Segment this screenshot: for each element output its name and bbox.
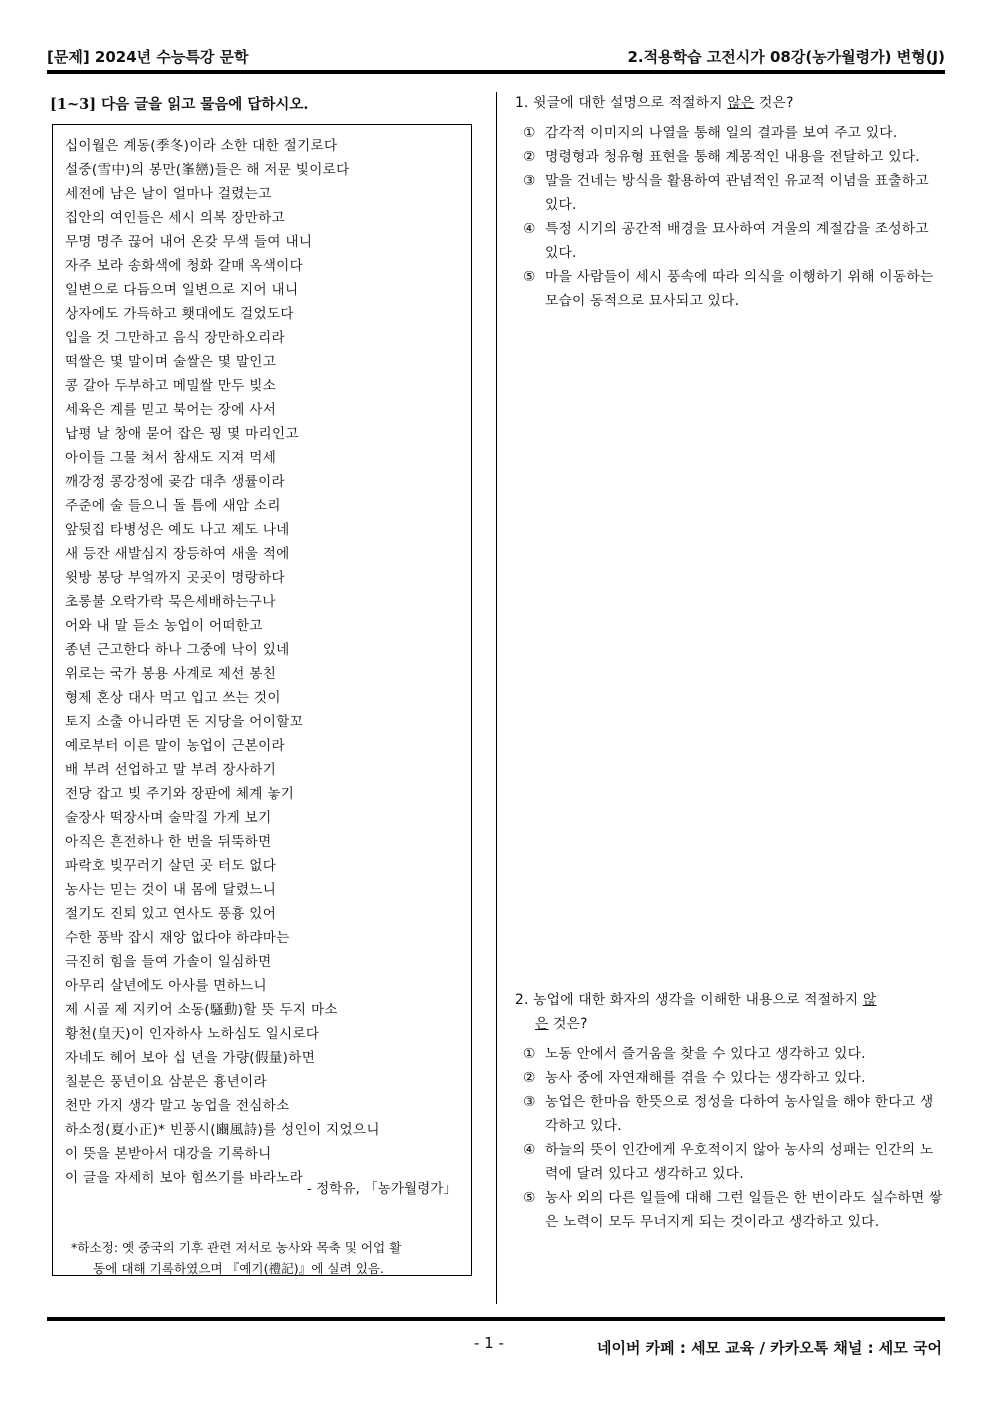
poem-line: 절기도 진퇴 있고 연사도 풍흉 있어 — [65, 906, 277, 922]
choice-text: 특정 시기의 공간적 배경을 묘사하여 겨울의 계절감을 조성하고 있다. — [545, 221, 929, 261]
poem-line: 수한 풍박 잡시 재앙 없다야 하랴마는 — [65, 930, 290, 946]
question-stem — [515, 988, 945, 1036]
choice-1[interactable] — [515, 121, 945, 145]
poem-line: 아직은 흔전하나 한 번을 뒤뚝하면 — [65, 834, 272, 850]
choice-text: 마을 사람들이 세시 풍속에 따라 의식을 이행하기 위해 이동하는 모습이 동적으로 묘사되고 있다. — [545, 269, 934, 309]
poem-line: 초롱불 오락가락 묵은세배하는구나 — [65, 594, 276, 610]
poem-line: 토지 소출 아니라면 돈 지당을 어이할꼬 — [65, 714, 304, 730]
choice-3[interactable] — [515, 169, 945, 217]
choice-text: 명령형과 청유형 표현을 통해 계몽적인 내용을 전달하고 있다. — [545, 149, 920, 165]
poem-line: 하소정(夏小正)* 빈풍시(豳風詩)를 성인이 지었으니 — [65, 1122, 380, 1138]
poem-line: 세전에 남은 날이 얼마나 걸렸는고 — [65, 186, 272, 202]
poem-line: 앞뒷집 타병성은 예도 나고 제도 나네 — [65, 522, 290, 538]
poem-line: 배 부려 선업하고 말 부려 장사하기 — [65, 762, 277, 778]
page-header — [47, 40, 945, 70]
choice-text: 농사 중에 자연재해를 겪을 수 있다는 생각하고 있다. — [545, 1070, 866, 1086]
choice-3[interactable] — [515, 1090, 945, 1138]
footnote-line: *하소정: 옛 중국의 기후 관련 저서로 농사와 목축 및 어업 활 — [71, 1240, 402, 1255]
poem-line: 어와 내 말 듣소 농업이 어떠한고 — [65, 618, 263, 634]
choice-number: ② — [523, 149, 536, 165]
choice-2[interactable] — [515, 145, 945, 169]
poem-line: 아이들 그물 쳐서 참새도 지져 먹세 — [65, 450, 277, 466]
poem-line: 전당 잡고 빚 주기와 장판에 체계 놓기 — [65, 786, 295, 802]
stem-emphasis: 않 — [862, 992, 877, 1008]
poem-line: 형제 혼상 대사 먹고 입고 쓰는 것이 — [65, 690, 281, 706]
stem-text: 것은? — [548, 1016, 588, 1032]
poem-line: 이 글을 자세히 보아 힘쓰기를 바라노라 — [65, 1170, 304, 1186]
poem-line: 무명 명주 끊어 내어 온갖 무색 들여 내니 — [65, 234, 313, 250]
choice-number: ④ — [523, 221, 536, 237]
choice-number: ⑤ — [523, 269, 536, 285]
footnote-line: 동에 대해 기록하였으며 『예기(禮記)』에 실려 있음. — [93, 1261, 385, 1276]
poem-box — [52, 124, 472, 1276]
footer-rule — [47, 1317, 945, 1321]
poem-author: - 정학유, 「농가월령가」 — [306, 1181, 457, 1197]
poem-line: 술장사 떡장사며 술막질 가게 보기 — [65, 810, 272, 826]
poem-line: 일변으로 다듬으며 일변으로 지어 내니 — [65, 282, 299, 298]
stem-text: 2. 농업에 대한 화자의 생각을 이해한 내용으로 적절하지 — [515, 992, 863, 1008]
question-stem — [515, 91, 945, 115]
poem-line: 황천(皇天)이 인자하사 노하심도 일시로다 — [65, 1026, 320, 1042]
poem-line: 천만 가지 생각 말고 농업을 전심하소 — [65, 1098, 290, 1114]
choice-text: 하늘의 뜻이 인간에게 우호적이지 않아 농사의 성패는 인간의 노력에 달려 있다고 생각하고 있다. — [545, 1142, 934, 1182]
header-rule — [47, 70, 945, 74]
poem-line: 십이월은 계동(季冬)이라 소한 대한 절기로다 — [65, 138, 338, 154]
poem-line: 입을 것 그만하고 음식 장만하오리라 — [65, 330, 285, 346]
poem-line: 떡쌀은 몇 말이며 술쌀은 몇 말인고 — [65, 354, 277, 370]
poem-line: 파락호 빚꾸러기 살던 곳 터도 없다 — [65, 858, 277, 874]
choice-5[interactable] — [515, 265, 945, 313]
column-divider — [496, 92, 497, 1304]
poem-line: 종년 근고한다 하나 그중에 낙이 있네 — [65, 642, 290, 658]
page-number: - 1 - — [474, 1334, 504, 1352]
poem-line: 예로부터 이른 말이 농업이 근본이라 — [65, 738, 285, 754]
stem-emphasis: 않은 — [727, 95, 755, 111]
choice-2[interactable] — [515, 1066, 945, 1090]
choice-text: 농사 외의 다른 일들에 대해 그런 일들은 한 번이라도 실수하면 쌓은 노력이 모두 무너지게 되는 것이라고 생각하고 있다. — [545, 1190, 943, 1230]
instruction: [1~3] 다음 글을 읽고 물음에 답하시오. — [50, 96, 309, 113]
choice-text: 말을 건네는 방식을 활용하여 관념적인 유교적 이념을 표출하고 있다. — [545, 173, 929, 213]
poem-line: 농사는 믿는 것이 내 몸에 달렸느니 — [65, 882, 277, 898]
poem-line: 새 등잔 새발심지 장등하여 새울 적에 — [65, 546, 290, 562]
choice-number: ⑤ — [523, 1190, 536, 1206]
stem-emphasis: 은 — [535, 1016, 549, 1032]
footer-credit: 네이버 카페 : 세모 교육 / 카카오톡 채널 : 세모 국어 — [596, 1339, 942, 1357]
poem-line: 납평 날 창애 묻어 잡은 꿩 몇 마리인고 — [65, 426, 299, 442]
choice-text: 농업은 한마음 한뜻으로 정성을 다하여 농사일을 해야 한다고 생각하고 있다. — [545, 1094, 934, 1134]
poem-line: 세육은 계를 믿고 북어는 장에 사서 — [65, 402, 277, 418]
question-2 — [515, 988, 945, 1234]
header-title: [문제] 2024년 수능특강 문학 — [47, 48, 249, 66]
stem-text: 1. 윗글에 대한 설명으로 적절하지 — [515, 95, 728, 111]
stem-text: 것은? — [754, 95, 794, 111]
question-1 — [515, 91, 945, 313]
poem-line: 아무리 살년에도 아사를 면하느니 — [65, 978, 267, 994]
poem-line: 깨강정 콩강정에 곶감 대추 생률이라 — [65, 474, 285, 490]
choice-number: ① — [523, 1046, 536, 1062]
choice-1[interactable] — [515, 1042, 945, 1066]
choice-4[interactable] — [515, 1138, 945, 1186]
poem-line: 자주 보라 송화색에 청화 갈매 옥색이다 — [65, 258, 304, 274]
poem-line: 집안의 여인들은 세시 의복 장만하고 — [65, 210, 285, 226]
footnote — [71, 1237, 465, 1279]
poem-line: 이 뜻을 본받아서 대강을 기록하니 — [65, 1146, 272, 1162]
choice-number: ② — [523, 1070, 536, 1086]
choice-number: ③ — [523, 173, 536, 189]
poem-line: 윗방 봉당 부엌까지 곳곳이 명랑하다 — [65, 570, 285, 586]
poem-line: 자네도 헤어 보아 십 년을 가량(假量)하면 — [65, 1050, 316, 1066]
choice-number: ④ — [523, 1142, 536, 1158]
choice-number: ① — [523, 125, 536, 141]
poem-line: 콩 갈아 두부하고 메밀쌀 만두 빚소 — [65, 378, 277, 394]
poem-line: 극진히 힘을 들여 가솔이 일심하면 — [65, 954, 272, 970]
choice-text: 감각적 이미지의 나열을 통해 일의 결과를 보여 주고 있다. — [545, 125, 898, 141]
choice-5[interactable] — [515, 1186, 945, 1234]
poem-line: 제 시골 제 지키어 소동(騷動)할 뜻 두지 마소 — [65, 1002, 338, 1018]
poem-line: 주준에 술 들으니 돌 틈에 새암 소리 — [65, 498, 281, 514]
poem-line: 상자에도 가득하고 횃대에도 걸었도다 — [65, 306, 294, 322]
poem-line: 칠분은 풍년이요 삼분은 흉년이라 — [65, 1074, 267, 1090]
choice-text: 노동 안에서 즐거움을 찾을 수 있다고 생각하고 있다. — [545, 1046, 866, 1062]
poem-line: 위로는 국가 봉용 사계로 제선 봉친 — [65, 666, 277, 682]
choice-4[interactable] — [515, 217, 945, 265]
choice-number: ③ — [523, 1094, 536, 1110]
header-subtitle: 2.적용학습 고전시가 08강(농가월령가) 변형(J) — [627, 48, 945, 66]
poem-lines — [65, 134, 380, 1190]
poem-line: 설중(雪中)의 봉만(峯巒)들은 해 저문 빛이로다 — [65, 162, 350, 178]
